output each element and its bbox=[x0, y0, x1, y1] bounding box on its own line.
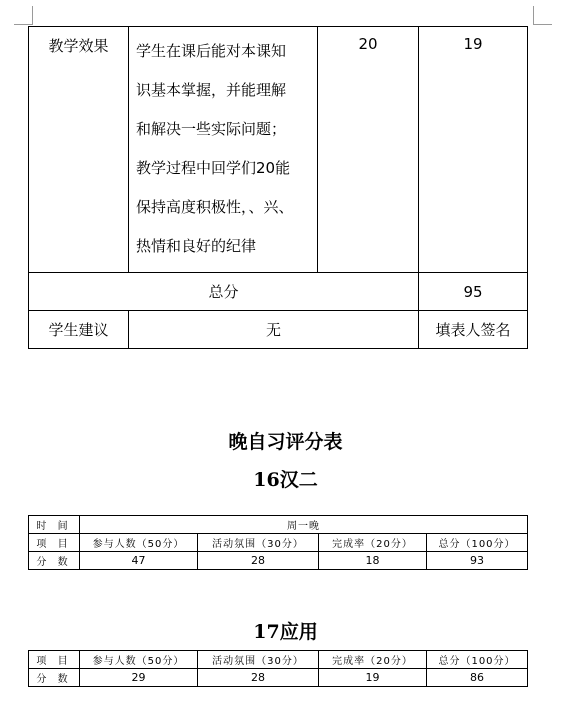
column-header: 完成率（20分） bbox=[319, 651, 427, 669]
table-row bbox=[29, 651, 528, 669]
column-header: 总分（100分） bbox=[427, 651, 528, 669]
score-cell: 29 bbox=[80, 669, 198, 687]
class-heading-16: 16汉二 bbox=[253, 469, 318, 491]
column-header: 活动氛围（30分） bbox=[198, 651, 319, 669]
description-line: 热情和良好的纪律 bbox=[136, 237, 257, 255]
teaching-effect-label: 教学效果 bbox=[29, 27, 129, 273]
margin-corner-mark-right bbox=[533, 6, 552, 25]
score-b-cell: 19 bbox=[419, 27, 528, 273]
score-cell: 93 bbox=[427, 552, 528, 570]
time-value: 周一晚 bbox=[80, 516, 528, 534]
suggestion-value: 无 bbox=[129, 311, 419, 349]
score-cell: 28 bbox=[198, 669, 319, 687]
column-header: 参与人数（50分） bbox=[80, 651, 198, 669]
score-cell: 19 bbox=[319, 669, 427, 687]
table-row bbox=[29, 552, 528, 570]
margin-corner-mark-left bbox=[14, 6, 33, 25]
suggestion-label: 学生建议 bbox=[29, 311, 129, 349]
score-label: 分 数 bbox=[29, 552, 80, 570]
table-row bbox=[29, 669, 528, 687]
column-header: 总分（100分） bbox=[427, 534, 528, 552]
table-row bbox=[29, 534, 528, 552]
total-label: 总分 bbox=[29, 273, 419, 311]
score-table-16 bbox=[28, 515, 528, 570]
score-a-cell: 20 bbox=[318, 27, 419, 273]
total-value: 95 bbox=[419, 273, 528, 311]
description-line: 教学过程中回学们20能 bbox=[136, 159, 291, 177]
column-header: 活动氛围（30分） bbox=[198, 534, 319, 552]
item-label: 项 目 bbox=[29, 534, 80, 552]
table-row bbox=[29, 273, 528, 311]
description-line: 学生在课后能对本课知 bbox=[136, 42, 287, 60]
item-label: 项 目 bbox=[29, 651, 80, 669]
description-line: 识基本掌握，并能理解 bbox=[136, 81, 287, 99]
score-table-17 bbox=[28, 650, 528, 687]
score-label: 分 数 bbox=[29, 669, 80, 687]
class-heading-17: 17应用 bbox=[253, 621, 318, 643]
column-header: 完成率（20分） bbox=[319, 534, 427, 552]
signature-label: 填表人签名 bbox=[419, 311, 528, 349]
table-row bbox=[29, 516, 528, 534]
table-row bbox=[29, 311, 528, 349]
score-cell: 86 bbox=[427, 669, 528, 687]
score-cell: 28 bbox=[198, 552, 319, 570]
score-cell: 18 bbox=[319, 552, 427, 570]
table-row bbox=[29, 27, 528, 273]
score-cell: 47 bbox=[80, 552, 198, 570]
description-line: 和解决一些实际问题； bbox=[136, 120, 287, 138]
evaluation-table bbox=[28, 26, 528, 349]
section-title: 晚自习评分表 bbox=[228, 431, 343, 453]
description-line: 保持高度积极性，、兴、 bbox=[136, 198, 294, 216]
time-label: 时 间 bbox=[29, 516, 80, 534]
teaching-effect-description bbox=[129, 27, 318, 273]
column-header: 参与人数（50分） bbox=[80, 534, 198, 552]
